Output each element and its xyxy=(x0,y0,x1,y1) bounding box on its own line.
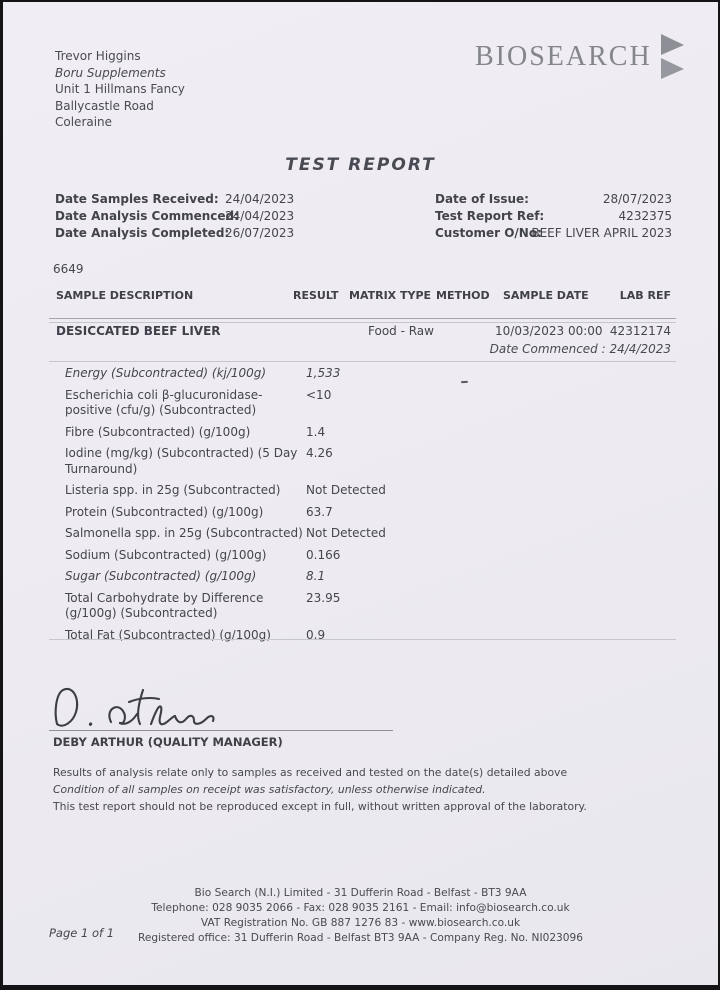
disclaimer-line: Condition of all samples on receipt was satisfactory, unless otherwise indicated. xyxy=(53,783,486,796)
analysis-name: Iodine (mg/kg) (Subcontracted) (5 Day Turnaround) xyxy=(65,446,298,476)
analysis-result: 63.7 xyxy=(306,504,333,519)
analysis-name: Energy (Subcontracted) (kj/100g) xyxy=(65,366,267,380)
analysis-name: Salmonella spp. in 25g (Subcontracted) xyxy=(65,526,303,540)
column-header-result: RESULT xyxy=(293,289,339,302)
analysis-result: 0.9 xyxy=(306,627,326,642)
analysis-name: Sugar (Subcontracted) (g/100g) xyxy=(65,569,257,583)
analysis-result: Not Detected xyxy=(306,483,386,497)
analysis-row xyxy=(65,425,645,441)
analysis-result: 1.4 xyxy=(306,424,326,439)
analysis-result: 8.1 xyxy=(306,569,326,583)
recipient-address-line: Ballycastle Road xyxy=(55,98,154,113)
report-page xyxy=(3,2,718,985)
date-commenced-note: Date Commenced : 24/4/2023 xyxy=(489,342,671,356)
analysis-row xyxy=(65,505,645,521)
sample-date: 10/03/2023 00:00 xyxy=(495,324,603,338)
meta-value: 26/07/2023 xyxy=(225,226,295,240)
table-rule xyxy=(49,639,676,640)
column-header-method: METHOD xyxy=(436,289,490,302)
footer-vat: VAT Registration No. GB 887 1276 83 - www.biosearch.co.uk xyxy=(200,917,521,929)
recipient-name: Trevor Higgins xyxy=(55,49,141,63)
batch-number: 6649 xyxy=(53,262,84,276)
column-header-matrix-type: MATRIX TYPE xyxy=(349,289,432,302)
recipient-company: Boru Supplements xyxy=(55,65,166,80)
analysis-result: 0.166 xyxy=(306,547,341,562)
footer-contact: Telephone: 028 9035 2066 - Fax: 028 9035 2161 - Email: info@biosearch.co.uk xyxy=(151,902,570,914)
analysis-row xyxy=(65,569,645,585)
analysis-result: 23.95 xyxy=(306,590,341,605)
sample-description: DESICCATED BEEF LIVER xyxy=(56,324,221,338)
meta-value: 24/04/2023 xyxy=(225,192,295,206)
biosearch-logo-text: BIOSEARCH xyxy=(475,41,652,72)
disclaimer-line: Results of analysis relate only to samples as received and tested on the date(s) detailed above xyxy=(53,766,568,779)
meta-dates-left xyxy=(55,192,355,243)
meta-row xyxy=(55,226,355,243)
meta-dates-right xyxy=(435,192,672,243)
analysis-row xyxy=(65,526,645,542)
analysis-name: Escherichia coli β-glucuronidase-positive (cfu/g) (Subcontracted) xyxy=(65,387,263,417)
recipient-address-line: Coleraine xyxy=(55,115,113,129)
meta-label: Date Samples Received: xyxy=(55,192,219,206)
analysis-result: 1,533 xyxy=(306,366,341,380)
meta-row xyxy=(55,209,355,226)
footer-registered-office: Registered office: 31 Dufferin Road - Belfast BT3 9AA - Company Reg. No. NI023096 xyxy=(137,932,584,944)
recipient-address-block xyxy=(55,48,185,131)
analysis-row xyxy=(65,483,645,499)
analysis-row xyxy=(65,366,645,382)
page-number: Page 1 of 1 xyxy=(49,926,115,940)
meta-value: BEEF LIVER APRIL 2023 xyxy=(531,226,672,240)
analysis-row xyxy=(65,446,645,477)
meta-row xyxy=(435,192,672,209)
analysis-result: <10 xyxy=(306,387,332,402)
analysis-row xyxy=(65,591,645,622)
analysis-result: 4.26 xyxy=(306,446,333,460)
column-header-sample-date: SAMPLE DATE xyxy=(503,289,589,302)
meta-value: 28/07/2023 xyxy=(602,192,672,206)
analysis-row xyxy=(65,388,645,419)
meta-label: Date Analysis Commenced: xyxy=(55,209,239,223)
signatory-name: DEBY ARTHUR (QUALITY MANAGER) xyxy=(53,735,283,749)
page-title: TEST REPORT xyxy=(285,155,436,175)
disclaimer-line: This test report should not be reproduced except in full, without written approval of the laboratory. xyxy=(53,800,587,813)
analysis-name: Protein (Subcontracted) (g/100g) xyxy=(65,504,264,519)
handwritten-signature xyxy=(47,682,257,734)
meta-value: 4232375 xyxy=(618,209,672,223)
disclaimer-block xyxy=(53,764,587,815)
analysis-name: Total Carbohydrate by Difference (g/100g) (Subcontracted) xyxy=(65,590,264,620)
column-header-lab-ref: LAB REF xyxy=(619,289,671,302)
meta-value: 24/04/2023 xyxy=(225,209,295,223)
sample-matrix-type: Food - Raw xyxy=(368,324,434,338)
analysis-name: Sodium (Subcontracted) (g/100g) xyxy=(65,547,267,562)
analysis-name: Listeria spp. in 25g (Subcontracted) xyxy=(65,483,281,497)
signature-line xyxy=(49,730,393,731)
meta-label: Test Report Ref: xyxy=(435,209,545,223)
meta-row xyxy=(435,209,672,226)
analysis-results-list xyxy=(65,366,645,649)
table-rule xyxy=(49,318,676,319)
analysis-name: Total Fat (Subcontracted) (g/100g) xyxy=(65,627,271,642)
sample-summary-row xyxy=(3,324,718,339)
recipient-address-line: Unit 1 Hillmans Fancy xyxy=(55,82,185,96)
meta-row xyxy=(435,226,672,243)
biosearch-logo xyxy=(475,34,686,80)
meta-label: Date of Issue: xyxy=(435,192,529,206)
table-rule xyxy=(49,361,676,362)
meta-row xyxy=(55,192,355,209)
column-header-sample-description: SAMPLE DESCRIPTION xyxy=(56,289,194,302)
results-table-header xyxy=(3,289,718,303)
meta-label: Date Analysis Completed: xyxy=(55,226,230,240)
analysis-row xyxy=(65,628,645,644)
sample-lab-ref: 42312174 xyxy=(609,324,671,338)
analysis-row xyxy=(65,548,645,564)
analysis-name: Fibre (Subcontracted) (g/100g) xyxy=(65,424,251,439)
analysis-result: Not Detected xyxy=(306,526,386,540)
double-arrow-icon xyxy=(660,34,686,80)
footer-company-address: Bio Search (N.I.) Limited - 31 Dufferin Road - Belfast - BT3 9AA xyxy=(194,887,527,899)
table-rule xyxy=(49,322,676,323)
meta-label: Customer O/No: xyxy=(435,226,542,240)
